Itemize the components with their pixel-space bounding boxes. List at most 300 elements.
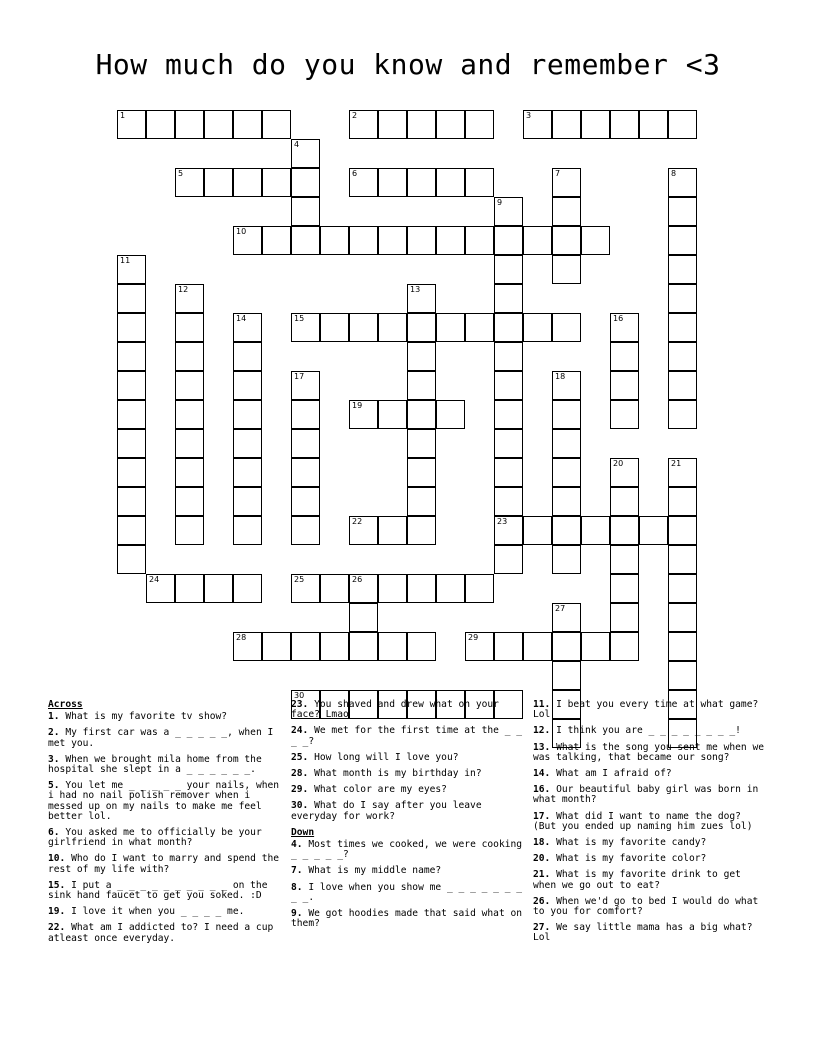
grid-cell[interactable] (610, 516, 639, 545)
clue-number: 7. (291, 865, 303, 877)
grid-cell[interactable] (349, 110, 378, 139)
clue-item (533, 897, 769, 917)
grid-cell[interactable] (117, 400, 146, 429)
grid-cell[interactable] (146, 110, 175, 139)
across-heading: Across (48, 699, 83, 710)
clue-number: 18. (533, 837, 551, 849)
clue-text: What am I afraid of? (550, 768, 672, 780)
grid-cell[interactable] (581, 632, 610, 661)
clue-text: How long will I love you? (308, 751, 459, 763)
grid-cell[interactable] (175, 458, 204, 487)
clue-number: 12 (178, 285, 189, 294)
clue-text: What is my middle name? (302, 865, 442, 877)
grid-cell[interactable] (407, 342, 436, 371)
clue-number: 14 (236, 314, 247, 323)
grid-cell[interactable] (552, 545, 581, 574)
grid-cell[interactable] (494, 313, 523, 342)
grid-cell[interactable] (436, 400, 465, 429)
grid-cell[interactable] (204, 574, 233, 603)
grid-cell[interactable] (581, 516, 610, 545)
clue-item (291, 726, 527, 746)
clue-text: What is my favorite candy? (550, 837, 707, 849)
grid-cell[interactable] (552, 226, 581, 255)
clue-number: 25 (294, 575, 305, 584)
clue-number: 16 (613, 314, 624, 323)
grid-cell[interactable] (494, 197, 523, 226)
grid-cell[interactable] (436, 110, 465, 139)
grid-cell[interactable] (117, 516, 146, 545)
grid-cell[interactable] (204, 110, 233, 139)
clue-item (533, 854, 769, 864)
grid-cell[interactable] (117, 255, 146, 284)
grid-cell[interactable] (465, 226, 494, 255)
clue-text: I think you are _ _ _ _ _ _ _ _! (550, 725, 741, 737)
grid-cell[interactable] (175, 371, 204, 400)
clue-text: Our beautiful baby girl was born in what month? (533, 784, 759, 806)
grid-cell[interactable] (233, 226, 262, 255)
grid-cell[interactable] (552, 487, 581, 516)
grid-cell[interactable] (291, 313, 320, 342)
grid-cell[interactable] (668, 661, 697, 690)
clue-number: 4. (291, 839, 303, 851)
clue-number: 9. (291, 908, 303, 920)
grid-cell[interactable] (117, 429, 146, 458)
grid-cell[interactable] (610, 574, 639, 603)
grid-cell[interactable] (494, 487, 523, 516)
grid-cell[interactable] (494, 632, 523, 661)
grid-cell[interactable] (552, 110, 581, 139)
clue-column-1 (48, 700, 284, 950)
clue-item (48, 907, 284, 917)
clue-number: 8. (291, 881, 303, 893)
grid-cell[interactable] (581, 226, 610, 255)
clue-number: 1. (48, 711, 60, 723)
clue-number: 5 (178, 169, 184, 178)
grid-cell[interactable] (494, 400, 523, 429)
grid-cell[interactable] (407, 632, 436, 661)
grid-cell[interactable] (465, 574, 494, 603)
grid-cell[interactable] (320, 226, 349, 255)
grid-cell[interactable] (668, 458, 697, 487)
grid-cell[interactable] (378, 226, 407, 255)
clue-number: 6. (48, 827, 60, 839)
clue-text: You let me _ _ _ _ _ your nails, when i had no nail polish remover when i messed up on my nails to make me feel better lol. (48, 780, 280, 822)
grid-cell[interactable] (610, 400, 639, 429)
clue-number: 15 (294, 314, 305, 323)
grid-cell[interactable] (668, 574, 697, 603)
clue-item (48, 881, 284, 901)
grid-cell[interactable] (494, 371, 523, 400)
grid-cell[interactable] (668, 168, 697, 197)
clue-number: 20. (533, 853, 551, 865)
grid-cell[interactable] (262, 632, 291, 661)
grid-cell[interactable] (668, 110, 697, 139)
clue-column-2 (291, 700, 527, 935)
grid-cell[interactable] (175, 168, 204, 197)
grid-cell[interactable] (639, 516, 668, 545)
clue-item (533, 769, 769, 779)
grid-cell[interactable] (175, 429, 204, 458)
grid-cell[interactable] (378, 516, 407, 545)
grid-cell[interactable] (668, 603, 697, 632)
grid-cell[interactable] (407, 226, 436, 255)
page-title: How much do you know and remember <3 (95, 48, 721, 81)
grid-cell[interactable] (610, 458, 639, 487)
grid-cell[interactable] (552, 603, 581, 632)
clue-text: What did I want to name the dog? (But you ended up naming him zues lol) (533, 810, 753, 832)
clue-number: 16. (533, 784, 551, 796)
grid-cell[interactable] (610, 371, 639, 400)
grid-cell[interactable] (523, 516, 552, 545)
grid-cell[interactable] (668, 516, 697, 545)
grid-cell[interactable] (117, 342, 146, 371)
clue-text: When we'd go to bed I would do what to you for comfort? (533, 895, 759, 918)
clue-number: 28. (291, 768, 309, 780)
clue-item (48, 755, 284, 775)
grid-cell[interactable] (175, 110, 204, 139)
grid-cell[interactable] (465, 313, 494, 342)
grid-cell[interactable] (233, 371, 262, 400)
clue-item (533, 812, 769, 832)
grid-cell[interactable] (552, 516, 581, 545)
grid-cell[interactable] (291, 168, 320, 197)
grid-cell[interactable] (349, 603, 378, 632)
grid-cell[interactable] (552, 458, 581, 487)
clue-item (533, 838, 769, 848)
clue-text: What color are my eyes? (308, 784, 447, 796)
grid-cell[interactable] (523, 313, 552, 342)
grid-cell[interactable] (233, 487, 262, 516)
grid-cell[interactable] (146, 574, 175, 603)
grid-cell[interactable] (610, 110, 639, 139)
clue-text: I put a _ _ _ _ _ _ _ _ _ _ on the sink hand faucet to get you soked. :D (48, 879, 268, 902)
clue-item (533, 870, 769, 890)
grid-cell[interactable] (552, 255, 581, 284)
clue-number: 26 (352, 575, 363, 584)
grid-cell[interactable] (117, 313, 146, 342)
clue-number: 28 (236, 633, 247, 642)
grid-cell[interactable] (320, 313, 349, 342)
grid-cell[interactable] (436, 226, 465, 255)
grid-cell[interactable] (291, 226, 320, 255)
grid-cell[interactable] (349, 168, 378, 197)
grid-cell[interactable] (262, 110, 291, 139)
clue-number: 21 (671, 459, 682, 468)
grid-cell[interactable] (378, 574, 407, 603)
clue-number: 23 (497, 517, 508, 526)
grid-cell[interactable] (175, 516, 204, 545)
grid-cell[interactable] (610, 545, 639, 574)
grid-cell[interactable] (668, 313, 697, 342)
clue-item (48, 854, 284, 874)
clue-number: 26. (533, 895, 551, 907)
clue-number: 13 (410, 285, 421, 294)
clue-text: When we brought mila home from the hospital she slept in a _ _ _ _ _ _. (48, 753, 262, 776)
grid-cell[interactable] (407, 429, 436, 458)
grid-cell[interactable] (291, 487, 320, 516)
clue-text: I love it when you _ _ _ _ me. (65, 906, 245, 918)
grid-cell[interactable] (233, 458, 262, 487)
clue-item (291, 785, 527, 795)
grid-cell[interactable] (233, 342, 262, 371)
clue-number: 17 (294, 372, 305, 381)
clue-number: 24. (291, 725, 309, 737)
clue-number: 21. (533, 869, 551, 881)
grid-cell[interactable] (668, 197, 697, 226)
grid-cell[interactable] (349, 574, 378, 603)
grid-cell[interactable] (610, 342, 639, 371)
clue-text: What am I addicted to? I need a cup atleast once everyday. (48, 922, 274, 944)
clue-number: 3. (48, 753, 60, 765)
grid-cell[interactable] (494, 342, 523, 371)
grid-cell[interactable] (175, 284, 204, 313)
clue-item (48, 828, 284, 848)
clue-number: 15. (48, 879, 66, 891)
clue-number: 23. (291, 699, 309, 710)
clue-number: 17. (533, 810, 551, 822)
clue-item (291, 866, 527, 876)
grid-cell[interactable] (465, 632, 494, 661)
grid-cell[interactable] (233, 574, 262, 603)
grid-cell[interactable] (349, 400, 378, 429)
clue-number: 11. (533, 699, 551, 710)
clue-item (291, 700, 527, 720)
grid-cell[interactable] (436, 313, 465, 342)
grid-cell[interactable] (407, 371, 436, 400)
grid-cell[interactable] (610, 313, 639, 342)
grid-cell[interactable] (320, 632, 349, 661)
grid-cell[interactable] (117, 458, 146, 487)
grid-cell[interactable] (494, 516, 523, 545)
grid-cell[interactable] (378, 110, 407, 139)
clue-text: We say little mama has a big what? Lol (533, 922, 753, 944)
clue-item (48, 781, 284, 822)
grid-cell[interactable] (175, 342, 204, 371)
clue-text: What is my favorite tv show? (59, 711, 228, 723)
clue-number: 27 (555, 604, 566, 613)
clue-number: 27. (533, 922, 551, 934)
grid-cell[interactable] (175, 487, 204, 516)
clue-item (48, 712, 284, 722)
clue-item (291, 909, 527, 929)
grid-cell[interactable] (320, 574, 349, 603)
grid-cell[interactable] (552, 371, 581, 400)
grid-cell[interactable] (668, 545, 697, 574)
clue-text: You shaved and drew what on your face? Lmao (291, 699, 499, 721)
grid-cell[interactable] (117, 371, 146, 400)
grid-cell[interactable] (291, 139, 320, 168)
grid-cell[interactable] (204, 168, 233, 197)
grid-cell[interactable] (378, 168, 407, 197)
grid-cell[interactable] (291, 574, 320, 603)
grid-cell[interactable] (494, 226, 523, 255)
clue-number: 20 (613, 459, 624, 468)
grid-cell[interactable] (349, 516, 378, 545)
grid-cell[interactable] (378, 313, 407, 342)
grid-cell[interactable] (668, 342, 697, 371)
grid-cell[interactable] (291, 516, 320, 545)
grid-cell[interactable] (407, 284, 436, 313)
clue-text: What is my favorite drink to get when we go out to eat? (533, 869, 741, 891)
clue-number: 18 (555, 372, 566, 381)
clue-text: I beat you every time at what game? Lol (533, 699, 759, 721)
across-clue-list-continued (291, 700, 527, 822)
grid-cell[interactable] (175, 313, 204, 342)
grid-cell[interactable] (349, 313, 378, 342)
grid-cell[interactable] (233, 429, 262, 458)
clue-number: 10. (48, 853, 66, 865)
clue-text: What do I say after you leave everyday for work? (291, 800, 482, 822)
grid-cell[interactable] (407, 487, 436, 516)
grid-cell[interactable] (552, 197, 581, 226)
grid-cell[interactable] (610, 632, 639, 661)
clue-item (291, 801, 527, 821)
clue-number: 4 (294, 140, 300, 149)
grid-cell[interactable] (407, 168, 436, 197)
grid-cell[interactable] (668, 371, 697, 400)
grid-cell[interactable] (233, 110, 262, 139)
grid-cell[interactable] (407, 458, 436, 487)
clue-number: 1 (120, 111, 126, 120)
grid-cell[interactable] (668, 284, 697, 313)
grid-cell[interactable] (117, 110, 146, 139)
clue-number: 14. (533, 768, 551, 780)
grid-cell[interactable] (378, 632, 407, 661)
clue-number: 9 (497, 198, 503, 207)
grid-cell[interactable] (494, 429, 523, 458)
clue-item (48, 728, 284, 748)
clue-number: 3 (526, 111, 532, 120)
clue-text: Most times we cooked, we were cooking _ _ _ _ _? (291, 839, 523, 861)
grid-cell[interactable] (349, 632, 378, 661)
grid-cell[interactable] (233, 313, 262, 342)
clue-number: 30 (294, 691, 305, 700)
clue-text: Who do I want to marry and spend the rest of my life with? (48, 853, 280, 875)
clue-number: 19 (352, 401, 363, 410)
grid-cell[interactable] (233, 400, 262, 429)
grid-cell[interactable] (494, 284, 523, 313)
clue-number: 2. (48, 727, 60, 739)
grid-cell[interactable] (552, 661, 581, 690)
grid-cell[interactable] (233, 632, 262, 661)
clue-number: 29 (468, 633, 479, 642)
clue-text: We met for the first time at the _ _ _ _? (291, 725, 523, 747)
grid-cell[interactable] (668, 487, 697, 516)
grid-cell[interactable] (407, 574, 436, 603)
clue-item (48, 923, 284, 943)
across-clue-list (48, 712, 284, 944)
clue-text: We got hoodies made that said what on them? (291, 908, 523, 930)
clue-number: 12. (533, 725, 551, 737)
clue-item (533, 743, 769, 763)
clue-text: What month is my birthday in? (308, 768, 482, 780)
grid-cell[interactable] (349, 226, 378, 255)
grid-cell[interactable] (552, 400, 581, 429)
clue-column-3 (533, 700, 769, 950)
grid-cell[interactable] (407, 400, 436, 429)
grid-cell[interactable] (233, 516, 262, 545)
clue-number: 8 (671, 169, 677, 178)
grid-cell[interactable] (291, 458, 320, 487)
grid-cell[interactable] (291, 197, 320, 226)
grid-cell[interactable] (523, 632, 552, 661)
clue-number: 11 (120, 256, 131, 265)
clue-item (533, 726, 769, 736)
grid-cell[interactable] (639, 110, 668, 139)
grid-cell[interactable] (436, 168, 465, 197)
grid-cell[interactable] (494, 545, 523, 574)
grid-cell[interactable] (668, 226, 697, 255)
clue-item (533, 785, 769, 805)
down-clue-list-continued (533, 700, 769, 944)
grid-cell[interactable] (175, 400, 204, 429)
grid-cell[interactable] (117, 487, 146, 516)
grid-cell[interactable] (291, 429, 320, 458)
clue-text: My first car was a _ _ _ _ _, when I met you. (48, 727, 274, 749)
grid-cell[interactable] (175, 574, 204, 603)
grid-cell[interactable] (552, 632, 581, 661)
grid-cell[interactable] (407, 313, 436, 342)
grid-cell[interactable] (552, 168, 581, 197)
clue-text: I love when you show me _ _ _ _ _ _ _ _ _. (291, 881, 523, 903)
grid-cell[interactable] (581, 110, 610, 139)
clue-item (291, 840, 527, 860)
down-clue-list (291, 840, 527, 929)
grid-cell[interactable] (233, 168, 262, 197)
grid-cell[interactable] (291, 400, 320, 429)
grid-cell[interactable] (610, 603, 639, 632)
clue-number: 19. (48, 906, 66, 918)
grid-cell[interactable] (552, 429, 581, 458)
grid-cell[interactable] (668, 632, 697, 661)
clue-number: 30. (291, 800, 309, 812)
clue-number: 13. (533, 741, 551, 753)
grid-cell[interactable] (465, 168, 494, 197)
grid-cell[interactable] (117, 284, 146, 313)
grid-cell[interactable] (494, 458, 523, 487)
grid-cell[interactable] (262, 226, 291, 255)
grid-cell[interactable] (494, 255, 523, 284)
grid-cell[interactable] (262, 168, 291, 197)
clue-item (533, 923, 769, 943)
clue-number: 24 (149, 575, 160, 584)
grid-cell[interactable] (523, 110, 552, 139)
grid-cell[interactable] (407, 110, 436, 139)
grid-cell[interactable] (552, 313, 581, 342)
grid-cell[interactable] (465, 110, 494, 139)
clue-number: 22 (352, 517, 363, 526)
grid-cell[interactable] (668, 400, 697, 429)
clue-number: 6 (352, 169, 358, 178)
clue-number: 2 (352, 111, 358, 120)
grid-cell[interactable] (117, 545, 146, 574)
clue-text: What is my favorite color? (550, 853, 707, 865)
grid-cell[interactable] (523, 226, 552, 255)
clue-item (291, 769, 527, 779)
clue-number: 22. (48, 922, 66, 934)
clue-item (291, 753, 527, 763)
down-heading: Down (291, 826, 315, 838)
clue-text: What is the song you sent me when we was talking, that became our song? (533, 741, 765, 763)
clue-number: 7 (555, 169, 561, 178)
grid-cell[interactable] (291, 371, 320, 400)
grid-cell[interactable] (407, 516, 436, 545)
grid-cell[interactable] (436, 574, 465, 603)
grid-cell[interactable] (291, 632, 320, 661)
grid-cell[interactable] (610, 487, 639, 516)
grid-cell[interactable] (668, 255, 697, 284)
grid-cell[interactable] (378, 400, 407, 429)
